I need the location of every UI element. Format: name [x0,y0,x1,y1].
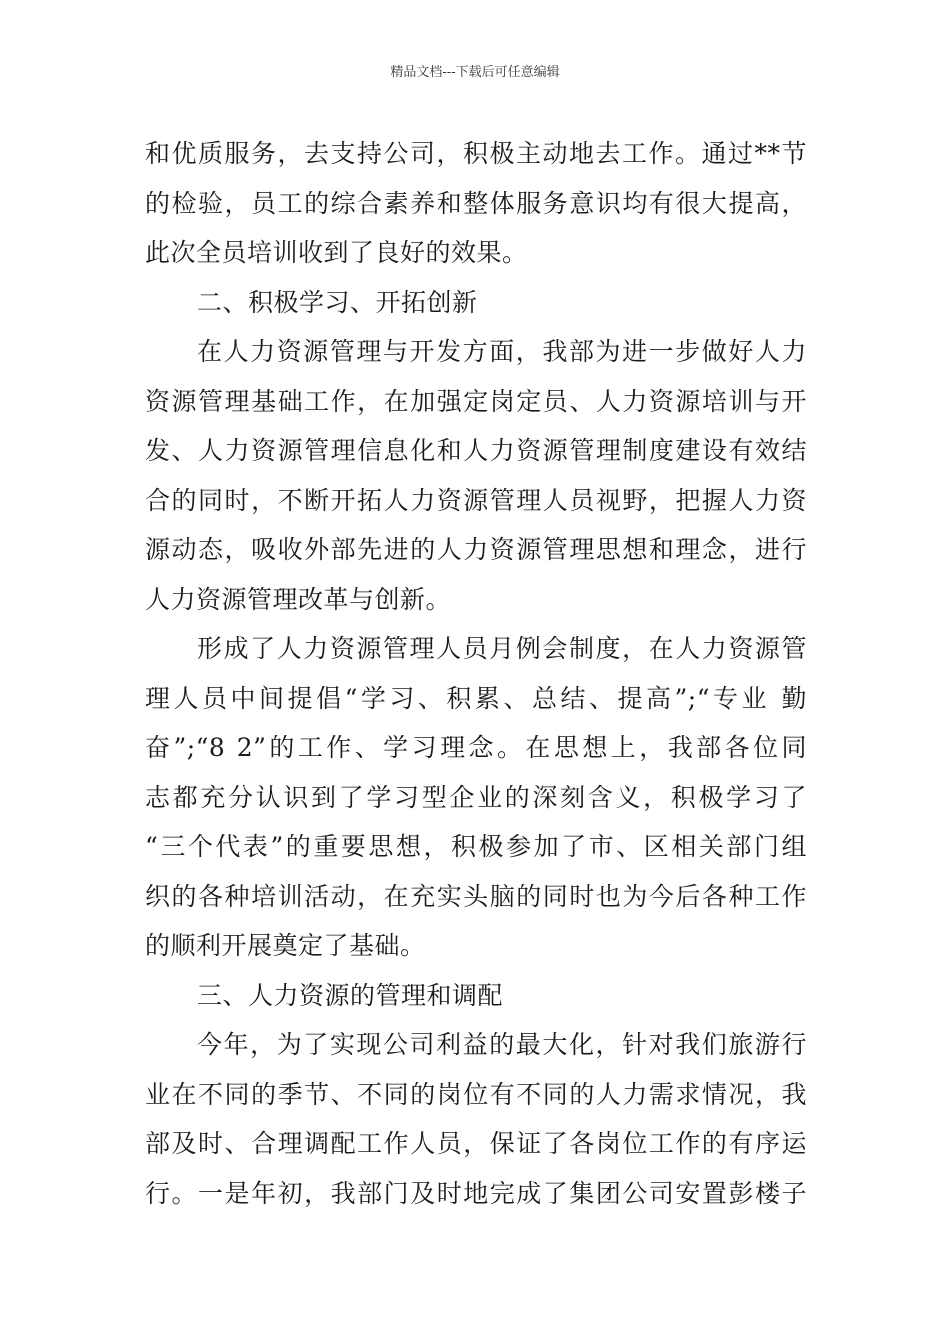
text-line: 发、人力资源管理信息化和人力资源管理制度建设有效结 [145,436,807,465]
text-line: 资源管理基础工作，在加强定岗定员、人力资源培训与开 [145,386,807,416]
page-header: 精品文档---下载后可任意编辑 [390,65,560,80]
text-line: 在人力资源管理与开发方面，我部为进一步做好人力 [197,337,807,366]
text-line: 此次全员培训收到了良好的效果。 [145,238,528,267]
text-line: “三个代表”的重要思想，积极参加了市、区相关部门组 [145,832,807,861]
text-line: 织的各种培训活动，在充实头脑的同时也为今后各种工作 [145,881,807,911]
text-line: 行。一是年初，我部门及时地完成了集团公司安置彭楼子 [145,1178,807,1208]
text-line: 的顺利开展奠定了基础。 [145,931,426,960]
text-line: 今年，为了实现公司利益的最大化，针对我们旅游行 [197,1030,807,1059]
text-line: 奋”;“8 2”的工作、学习理念。在思想上，我部各位同 [145,733,807,762]
text-line: 人力资源管理改革与创新。 [145,584,452,614]
text-line: 理人员中间提倡“学习、积累、总结、提高”;“专业 勤 [145,683,807,713]
text-line: 二、积极学习、开拓创新 [197,287,478,317]
document-body [145,129,807,1218]
text-line: 合的同时，不断开拓人力资源管理人员视野，把握人力资 [145,485,807,515]
text-line: 形成了人力资源管理人员月例会制度，在人力资源管 [197,634,807,663]
text-line: 的检验，员工的综合素养和整体服务意识均有很大提高， [145,188,807,218]
text-line: 志都充分认识到了学习型企业的深刻含义，积极学习了 [145,782,807,812]
text-line: 源动态，吸收外部先进的人力资源管理思想和理念，进行 [145,535,807,564]
text-line: 业在不同的季节、不同的岗位有不同的人力需求情况，我 [145,1079,807,1109]
text-line: 部及时、合理调配工作人员，保证了各岗位工作的有序运 [145,1129,807,1158]
text-line: 三、人力资源的管理和调配 [197,980,504,1010]
text-line: 和优质服务，去支持公司，积极主动地去工作。通过**节 [145,139,807,168]
